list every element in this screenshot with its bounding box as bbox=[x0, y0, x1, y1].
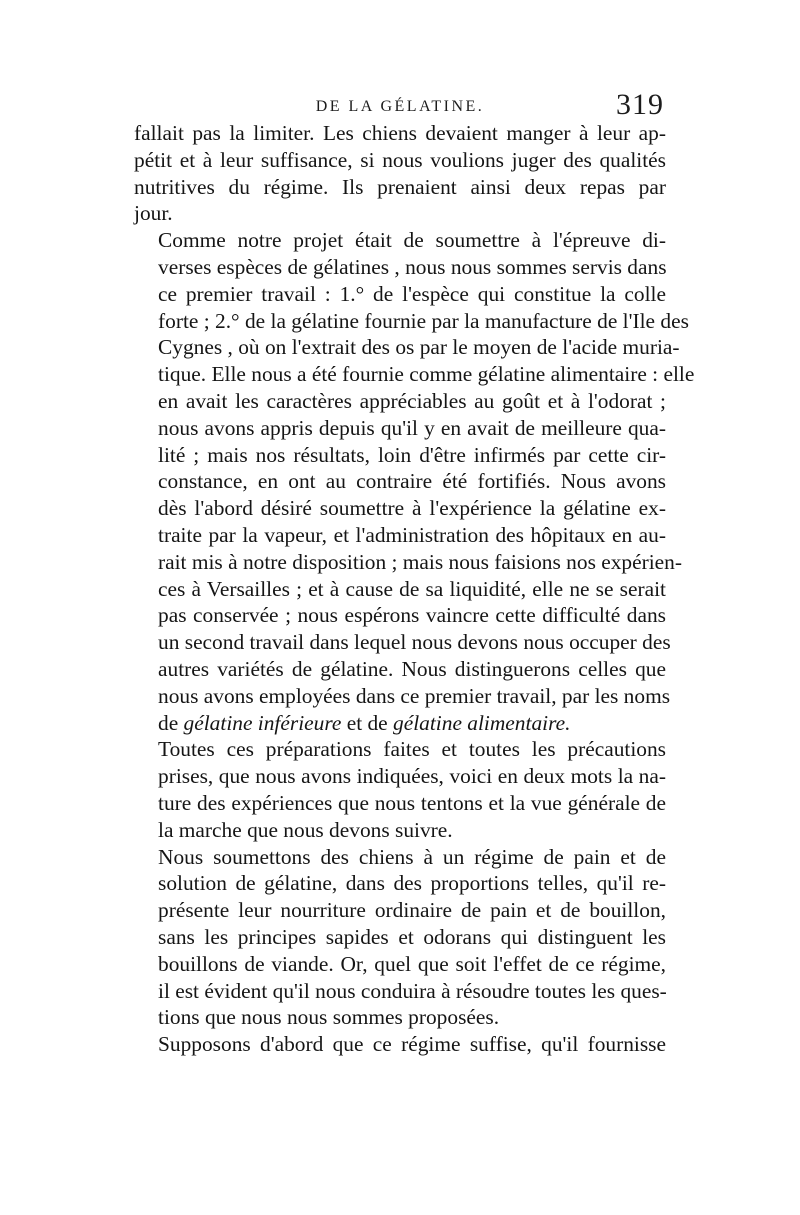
paragraph-2 bbox=[134, 227, 695, 736]
text-line: verses espèces de gélatines , nous nous sommes servis dans bbox=[158, 254, 667, 279]
text-line: autres variétés de gélatine. Nous distinguerons celles que bbox=[158, 656, 666, 681]
text-line: solution de gélatine, dans des proportions telles, qu'il re- bbox=[158, 871, 666, 896]
text-line: tique. Elle nous a été fournie comme gélatine alimentaire : elle bbox=[158, 362, 695, 387]
text-line: lité ; mais nos résultats, loin d'être infirmés par cette cir- bbox=[158, 442, 666, 467]
text-line: prises, que nous avons indiquées, voici en deux mots la na- bbox=[158, 764, 666, 789]
text-fragment: de bbox=[158, 710, 184, 735]
italic-term-gelatine-alimentaire: gélatine alimentaire. bbox=[393, 710, 571, 735]
text-line: traite par la vapeur, et l'administration des hôpitaux en au- bbox=[158, 522, 666, 547]
text-line: un second travail dans lequel nous devons nous occuper des bbox=[158, 630, 671, 655]
text-line: ce premier travail : 1.° de l'espèce qui constitue la colle bbox=[158, 281, 666, 306]
text-line: la marche que nous devons suivre. bbox=[158, 817, 453, 842]
text-fragment: et de bbox=[341, 710, 394, 735]
text-line: Nous soumettons des chiens à un régime de pain et de bbox=[158, 844, 666, 869]
text-line: Cygnes , où on l'extrait des os par le moyen de l'acide muria- bbox=[158, 335, 680, 360]
text-line: il est évident qu'il nous conduira à résoudre toutes les ques- bbox=[158, 978, 667, 1003]
text-line: ture des expériences que nous tentons et la vue générale de bbox=[158, 790, 666, 815]
text-line: présente leur nourriture ordinaire de pain et de bouillon, bbox=[158, 898, 666, 923]
text-line: nous avons appris depuis qu'il y en avait de meilleure qua- bbox=[158, 415, 666, 440]
text-line: dès l'abord désiré soumettre à l'expérience la gélatine ex- bbox=[158, 496, 666, 521]
text-line: forte ; 2.° de la gélatine fournie par la manufacture de l'Ile des bbox=[158, 308, 689, 333]
text-line: tions que nous nous sommes proposées. bbox=[158, 1005, 500, 1030]
text-line: fallait pas la limiter. Les chiens devaient manger à leur ap- bbox=[134, 121, 666, 145]
text-line: Toutes ces préparations faites et toutes les précautions bbox=[158, 737, 666, 762]
text-line: constance, en ont au contraire été fortifiés. Nous avons bbox=[158, 469, 666, 494]
running-head: DE LA GÉLATINE. bbox=[315, 98, 485, 115]
text-line: Comme notre projet était de soumettre à l'épreuve di- bbox=[158, 228, 666, 253]
paragraph-4 bbox=[134, 844, 666, 1032]
italic-term-gelatine-inferieure: gélatine inférieure bbox=[183, 710, 342, 735]
text-line-with-italics bbox=[134, 710, 666, 737]
paragraph-5 bbox=[134, 1031, 666, 1058]
text-line: rait mis à notre disposition ; mais nous faisions nos expérien- bbox=[158, 549, 682, 574]
text-line: pas conservée ; nous espérons vaincre cette difficulté dans bbox=[158, 603, 666, 628]
paragraph-3 bbox=[134, 736, 666, 843]
text-line: ces à Versailles ; et à cause de sa liquidité, elle ne se serait bbox=[158, 576, 666, 601]
text-line: bouillons de viande. Or, quel que soit l'effet de ce régime, bbox=[158, 951, 666, 976]
text-line: en avait les caractères appréciables au goût et à l'odorat ; bbox=[158, 388, 666, 413]
text-line: nous avons employées dans ce premier travail, par les noms bbox=[158, 683, 671, 708]
text-line: pétit et à leur suffisance, si nous voulions juger des qualités bbox=[134, 147, 666, 172]
text-line: Supposons d'abord que ce régime suffise, qu'il fournisse bbox=[158, 1032, 666, 1057]
text-line: jour. bbox=[134, 201, 173, 226]
body-text bbox=[134, 120, 695, 1058]
text-line: sans les principes sapides et odorans qui distinguent les bbox=[158, 924, 666, 949]
text-line: nutritives du régime. Ils prenaient ainsi deux repas par bbox=[134, 174, 666, 199]
page-number: 319 bbox=[616, 88, 664, 121]
paragraph-1 bbox=[134, 120, 666, 227]
